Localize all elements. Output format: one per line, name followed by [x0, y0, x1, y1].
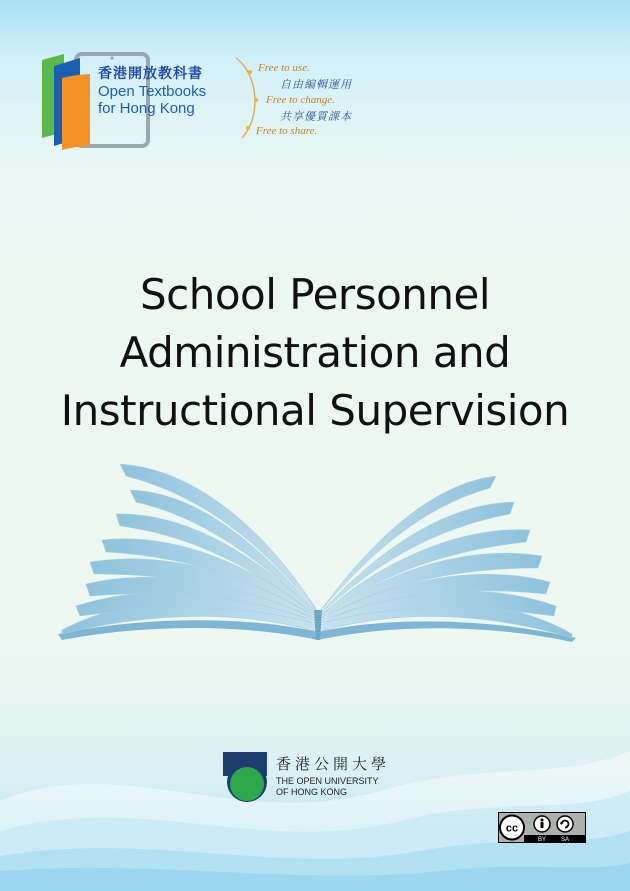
slogan-free-to-change: Free to change.	[266, 94, 335, 106]
publisher-name-en	[276, 776, 379, 798]
logo-name-en-line2: for Hong Kong	[98, 100, 195, 117]
publisher-name-en-line2: OF HONG KONG	[276, 787, 348, 797]
open-university-logo-icon	[223, 752, 267, 804]
logo-name-en-line1: Open Textbooks	[98, 83, 207, 100]
title-line-2: Administration and	[119, 328, 511, 377]
logo-name-zh: 香港開放教科書	[98, 66, 203, 82]
cc-sa-label: SA	[560, 837, 570, 843]
slogan-free-to-use: Free to use.	[258, 62, 310, 74]
book-title	[0, 266, 630, 440]
publisher-name-en-line1: THE OPEN UNIVERSITY	[276, 776, 379, 786]
publisher-name-zh: 香港公開大學	[276, 755, 391, 773]
open-textbooks-logo-text	[98, 66, 238, 117]
title-line-3: Instructional Supervision	[60, 386, 570, 435]
svg-text:cc: cc	[505, 822, 519, 835]
title-line-1: School Personnel	[139, 270, 491, 319]
cc-by-label: BY	[537, 837, 547, 843]
slogan-free-to-share: Free to share.	[256, 125, 318, 137]
open-book-illustration	[56, 456, 578, 646]
cc-by-sa-license-badge	[498, 812, 586, 843]
slogan-zh-line1: 自由編輯運用	[280, 78, 352, 91]
slogan-zh-line2: 共享優質課本	[280, 110, 352, 123]
